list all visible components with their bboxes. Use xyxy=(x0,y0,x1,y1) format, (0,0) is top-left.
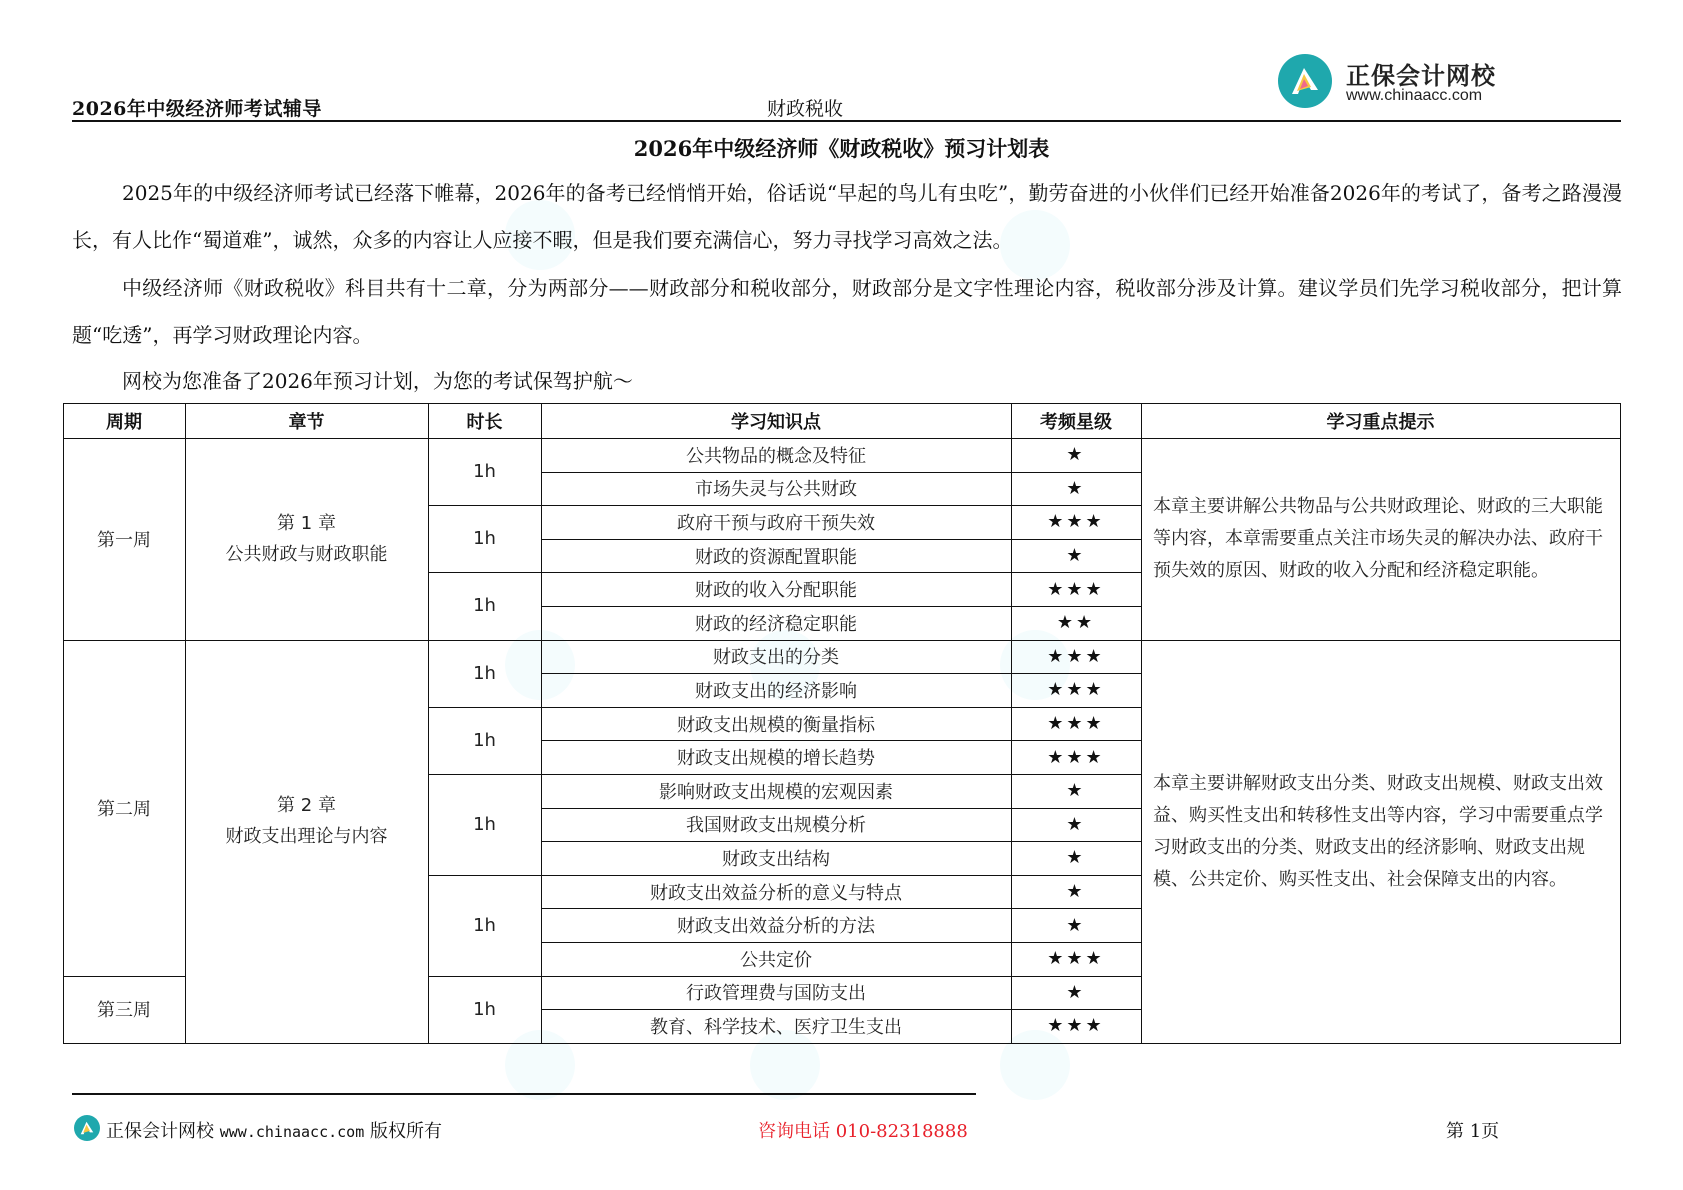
week-cell: 第二周 xyxy=(97,798,151,820)
week-cell: 第一周 xyxy=(97,529,151,551)
tip-cell: 本章主要讲解财政支出分类、财政支出规模、财政支出效益、购买性支出和转移性支出等内容，学习中需要重点学习财政支出的分类、财政支出的经济影响、财政支出规模、公共定价、购买性支出、社会保障支出的内容。 xyxy=(1153,772,1603,890)
header-topic: 学习知识点 xyxy=(731,411,821,433)
table-rule xyxy=(63,976,186,977)
frequency-stars: ★ xyxy=(1066,813,1086,835)
header-period: 周期 xyxy=(106,411,142,433)
table-rule xyxy=(541,572,1142,573)
header-frequency: 考频星级 xyxy=(1040,411,1112,433)
table-rule xyxy=(541,640,1142,641)
duration-cell: 1h xyxy=(473,813,496,835)
table-rule xyxy=(541,539,1142,540)
chapter-number: 第 1 章 xyxy=(277,512,336,534)
table-rule xyxy=(541,740,1142,741)
topic-cell: 财政支出规模的衡量指标 xyxy=(677,714,875,736)
frequency-stars: ★ xyxy=(1066,981,1086,1003)
table-rule xyxy=(541,606,1142,607)
header-subject: 财政税收 xyxy=(767,98,844,120)
logo-name: 正保会计网校 xyxy=(1346,62,1496,90)
tip-cell: 本章主要讲解公共物品与公共财政理论、财政的三大职能等内容，本章需要重点关注市场失灵的解决办法、政府干预失效的原因、财政的收入分配和经济稳定职能。 xyxy=(1153,495,1603,581)
frequency-stars: ★★★ xyxy=(1047,713,1105,735)
topic-cell: 教育、科学技术、医疗卫生支出 xyxy=(650,1016,902,1038)
document-title: 2026年中级经济师《财政税收》预习计划表 xyxy=(633,136,1050,161)
table-rule xyxy=(63,438,1621,439)
brand-logo xyxy=(1278,54,1578,114)
frequency-stars: ★ xyxy=(1066,914,1086,936)
table-rule xyxy=(428,403,429,1044)
table-rule xyxy=(541,875,1142,876)
table-rule xyxy=(541,1009,1142,1010)
topic-cell: 影响财政支出规模的宏观因素 xyxy=(659,781,893,803)
footer-copyright xyxy=(106,1117,442,1143)
header-divider xyxy=(72,120,1621,122)
logo-url: www.chinaacc.com xyxy=(1346,87,1483,104)
header-course-title: 2026年中级经济师考试辅导 xyxy=(72,98,322,120)
duration-cell: 1h xyxy=(473,729,496,751)
intro-paragraph: 2025年的中级经济师考试已经落下帷幕，2026年的备考已经悄悄开始，俗话说“早起的鸟儿有虫吃”，勤劳奋进的小伙伴们已经开始准备2026年的考试了，备考之路漫漫长，有人比作“蜀道难”，诚然，众多的内容让人应接不暇，但是我们要充满信心，努力寻找学习高效之法。 xyxy=(72,181,1622,252)
frequency-stars: ★★★ xyxy=(1047,1015,1105,1037)
duration-cell: 1h xyxy=(473,914,496,936)
footer-rights: 版权所有 xyxy=(369,1121,442,1142)
table-rule xyxy=(541,976,1142,977)
topic-cell: 公共定价 xyxy=(740,949,812,971)
table-rule xyxy=(541,841,1142,842)
frequency-stars: ★★★ xyxy=(1047,679,1105,701)
frequency-stars: ★ xyxy=(1066,780,1086,802)
frequency-stars: ★★ xyxy=(1056,612,1096,634)
topic-cell: 财政支出结构 xyxy=(722,848,830,870)
table-rule xyxy=(541,472,1142,473)
topic-cell: 财政的收入分配职能 xyxy=(695,580,857,602)
table-rule xyxy=(63,1043,1621,1044)
frequency-stars: ★ xyxy=(1066,444,1086,466)
duration-cell: 1h xyxy=(473,528,496,550)
duration-cell: 1h xyxy=(473,461,496,483)
frequency-stars: ★★★ xyxy=(1047,511,1105,533)
topic-cell: 财政支出效益分析的方法 xyxy=(677,916,875,938)
header-chapter: 章节 xyxy=(288,411,325,433)
week-cell: 第三周 xyxy=(97,1000,151,1022)
frequency-stars: ★★★ xyxy=(1047,948,1105,970)
header-duration: 时长 xyxy=(466,411,503,433)
topic-cell: 财政支出规模的增长趋势 xyxy=(677,748,875,770)
topic-cell: 财政支出的分类 xyxy=(713,647,839,669)
chapter-cell xyxy=(185,640,428,1043)
frequency-stars: ★★★ xyxy=(1047,645,1105,667)
logo-icon xyxy=(1278,54,1332,108)
table-rule xyxy=(1620,403,1621,1044)
table-rule xyxy=(541,774,1142,775)
topic-cell: 财政支出效益分析的意义与特点 xyxy=(650,882,902,904)
table-rule xyxy=(63,403,1621,404)
table-rule xyxy=(185,403,186,1044)
frequency-stars: ★ xyxy=(1066,847,1086,869)
footer-brand: 正保会计网校 xyxy=(106,1121,214,1142)
footer-divider xyxy=(72,1093,976,1095)
table-rule xyxy=(541,673,1142,674)
duration-cell: 1h xyxy=(473,662,496,684)
subject-paragraph: 中级经济师《财政税收》科目共有十二章，分为两部分——财政部分和税收部分，财政部分是文字性理论内容，税收部分涉及计算。建议学员们先学习税收部分，把计算题“吃透”，再学习财政理论内容。 xyxy=(72,276,1622,347)
footer-url: www.chinaacc.com xyxy=(219,1123,365,1141)
plan-paragraph: 网校为您准备了2026年预习计划，为您的考试保驾护航～ xyxy=(122,369,633,393)
topic-cell: 公共物品的概念及特征 xyxy=(686,445,866,467)
table-rule xyxy=(541,707,1142,708)
topic-cell: 行政管理费与国防支出 xyxy=(686,983,866,1005)
topic-cell: 财政的经济稳定职能 xyxy=(695,613,857,635)
duration-cell: 1h xyxy=(473,998,496,1020)
table-rule xyxy=(1011,403,1012,1044)
table-rule xyxy=(541,908,1142,909)
topic-cell: 我国财政支出规模分析 xyxy=(686,815,866,837)
study-plan-table xyxy=(63,403,1620,1043)
table-rule xyxy=(1141,403,1142,1044)
frequency-stars: ★ xyxy=(1066,545,1086,567)
duration-cell: 1h xyxy=(473,595,496,617)
frequency-stars: ★ xyxy=(1066,881,1086,903)
frequency-stars: ★★★ xyxy=(1047,746,1105,768)
topic-cell: 市场失灵与公共财政 xyxy=(695,479,857,501)
frequency-stars: ★★★ xyxy=(1047,578,1105,600)
footer-phone: 咨询电话 010-82318888 xyxy=(758,1121,968,1142)
chapter-name: 财政支出理论与内容 xyxy=(225,825,388,847)
table-rule xyxy=(541,403,542,1044)
header-tips: 学习重点提示 xyxy=(1326,411,1435,433)
frequency-stars: ★ xyxy=(1066,477,1086,499)
table-rule xyxy=(541,505,1142,506)
chapter-name: 公共财政与财政职能 xyxy=(225,543,388,565)
page-number: 第 1页 xyxy=(1446,1121,1500,1142)
table-rule xyxy=(541,808,1142,809)
chapter-cell xyxy=(185,438,428,640)
topic-cell: 财政的资源配置职能 xyxy=(695,546,857,568)
table-rule xyxy=(63,403,64,1044)
topic-cell: 政府干预与政府干预失效 xyxy=(677,512,875,534)
table-rule xyxy=(541,942,1142,943)
topic-cell: 财政支出的经济影响 xyxy=(695,680,857,702)
chapter-number: 第 2 章 xyxy=(277,794,336,816)
footer-logo-icon xyxy=(74,1115,100,1141)
